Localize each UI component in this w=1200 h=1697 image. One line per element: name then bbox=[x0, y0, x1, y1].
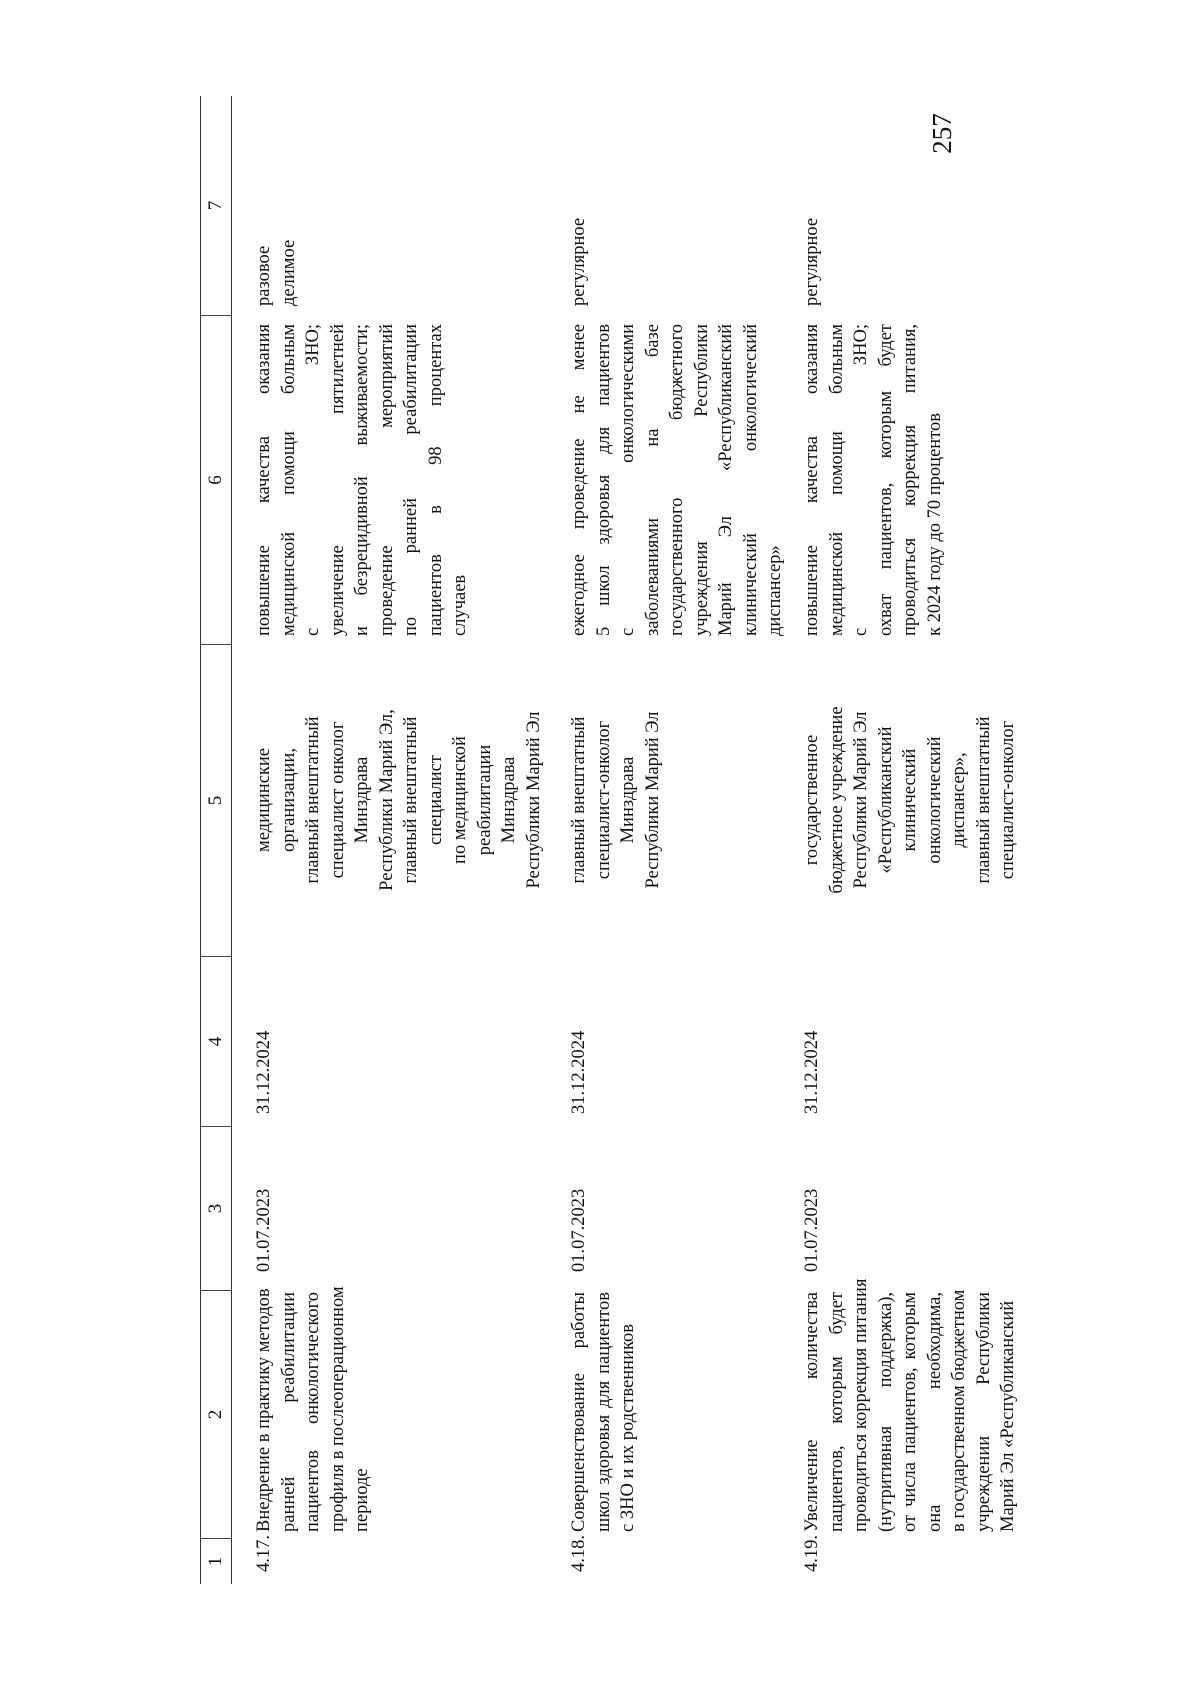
result-line: медицинской помощи больным bbox=[826, 324, 847, 636]
end-date-line: 31.12.2024 bbox=[254, 1030, 274, 1114]
responsible-line: Минздрава bbox=[352, 756, 372, 844]
result-line: по ранней реабилитации bbox=[401, 324, 421, 636]
result-line: повышение качества оказания bbox=[254, 324, 274, 636]
responsible-line: Минздрава bbox=[499, 756, 519, 844]
result-line: медицинской помощи больным bbox=[278, 324, 299, 636]
periodicity bbox=[567, 106, 592, 306]
row-number bbox=[800, 1532, 825, 1572]
responsible-line: специалист-онколог bbox=[593, 720, 614, 880]
responsible-line: «Республиканский bbox=[875, 726, 896, 874]
end-date bbox=[252, 964, 277, 1114]
header-cell: 2 bbox=[201, 1290, 231, 1538]
start-date bbox=[252, 1132, 277, 1272]
activity-name bbox=[567, 1292, 641, 1532]
activity-name-line: Увеличение количества bbox=[802, 1292, 822, 1532]
end-date bbox=[800, 964, 825, 1114]
result bbox=[800, 324, 947, 636]
row-number-line: 4.17. bbox=[254, 1535, 274, 1572]
result bbox=[252, 324, 473, 636]
result-line: ежегодное проведение не менее bbox=[569, 324, 589, 636]
start-date bbox=[567, 1132, 592, 1272]
result-line: с ЗНО; bbox=[851, 324, 871, 636]
result-line: учреждения Республики bbox=[691, 324, 712, 636]
result bbox=[567, 324, 788, 636]
responsible-line: Республики Марий Эл bbox=[642, 711, 663, 889]
responsible-line: Минздрава bbox=[618, 756, 638, 844]
responsible-line: онкологический bbox=[924, 736, 945, 864]
activity-name-line: Совершенствование работы bbox=[569, 1292, 589, 1532]
responsible-line: бюджетное учреждение bbox=[826, 706, 847, 894]
periodicity bbox=[800, 106, 825, 306]
activity-name-line: она необходима, bbox=[924, 1292, 945, 1532]
responsible-line: медицинские bbox=[254, 748, 274, 852]
activity-name-line: профиля в послеоперационном bbox=[327, 1286, 348, 1532]
responsible-line: главный внештатный bbox=[973, 716, 994, 884]
result-line: пациентов в 98 процентах bbox=[425, 324, 446, 636]
responsible-line: Республики Марий Эл bbox=[851, 711, 871, 889]
activity-name-line: с ЗНО и их родственников bbox=[618, 1324, 638, 1532]
periodicity-line: разовое bbox=[254, 245, 274, 306]
end-date-line: 31.12.2024 bbox=[802, 1030, 822, 1114]
activity-name-line: школ здоровья для пациентов bbox=[593, 1292, 614, 1532]
header-cell: 6 bbox=[201, 315, 231, 644]
result-line: проведение мероприятий bbox=[376, 324, 397, 636]
header-cell: 5 bbox=[201, 644, 231, 956]
start-date bbox=[800, 1132, 825, 1272]
table bbox=[200, 96, 1018, 1584]
responsible bbox=[800, 652, 1021, 948]
result-line: с ЗНО; bbox=[303, 324, 323, 636]
activity-name-line: (нутритивная поддержка), bbox=[875, 1292, 896, 1532]
result-line: клинический онкологический bbox=[740, 324, 761, 636]
result-line: увеличение пятилетней bbox=[327, 324, 348, 636]
result-line: повышение качества оказания bbox=[802, 324, 822, 636]
responsible-line: специалист онколог bbox=[327, 721, 348, 879]
end-date bbox=[567, 964, 592, 1114]
activity-name-line: проводиться коррекция питания bbox=[851, 1278, 871, 1532]
row-number bbox=[252, 1532, 277, 1572]
periodicity-line: делимое bbox=[278, 239, 299, 306]
responsible-line: главный внештатный bbox=[401, 716, 421, 884]
start-date-line: 01.07.2023 bbox=[254, 1188, 274, 1272]
result-line: диспансер» bbox=[765, 545, 785, 636]
activity-name-line: пациентов онкологического bbox=[303, 1292, 323, 1532]
result-line: охват пациентов, которым будет bbox=[875, 324, 896, 636]
activity-name-line: ранней реабилитации bbox=[278, 1292, 299, 1532]
activity-name bbox=[252, 1286, 375, 1532]
result-line: к 2024 году до 70 процентов bbox=[924, 412, 945, 636]
responsible-line: государственное bbox=[802, 734, 822, 866]
activity-name-line: в государственном бюджетном bbox=[949, 1289, 969, 1532]
header-cell: 4 bbox=[201, 956, 231, 1126]
result-line: заболеваниями на базе bbox=[642, 324, 663, 636]
responsible-line: специалист-онколог bbox=[998, 720, 1018, 880]
page-number: 257 bbox=[926, 113, 957, 154]
periodicity-line: регулярное bbox=[569, 217, 589, 306]
result-line: проводиться коррекция питания, bbox=[900, 324, 920, 636]
activity-name-line: учреждении Республики bbox=[973, 1292, 994, 1532]
end-date-line: 31.12.2024 bbox=[569, 1030, 589, 1114]
activity-name-line: от числа пациентов, которым bbox=[900, 1292, 920, 1532]
start-date-line: 01.07.2023 bbox=[802, 1188, 822, 1272]
table-header bbox=[200, 96, 232, 1584]
periodicity-line: регулярное bbox=[802, 217, 822, 306]
responsible-line: главный внештатный bbox=[569, 716, 589, 884]
start-date-line: 01.07.2023 bbox=[569, 1188, 589, 1272]
result-line: Марий Эл «Республиканский bbox=[716, 324, 736, 636]
row-number bbox=[567, 1532, 592, 1572]
responsible-line: клинический bbox=[900, 748, 920, 852]
result-line: с онкологическими bbox=[618, 324, 638, 636]
activity-name-line: периоде bbox=[352, 1468, 372, 1532]
responsible-line: реабилитации bbox=[474, 744, 495, 856]
responsible-line: специалист bbox=[425, 755, 446, 845]
responsible-line: Республики Марий Эл, bbox=[376, 709, 397, 891]
responsible bbox=[252, 652, 546, 948]
responsible-line: Республики Марий Эл bbox=[523, 711, 544, 889]
header-cell: 3 bbox=[201, 1126, 231, 1290]
result-line: государственного бюджетного bbox=[667, 324, 687, 636]
header-cell: 1 bbox=[201, 1538, 231, 1584]
responsible bbox=[567, 652, 665, 948]
responsible-line: организации, bbox=[278, 748, 299, 852]
header-cell: 7 bbox=[205, 200, 226, 211]
responsible-line: главный внештатный bbox=[303, 716, 323, 884]
activity-name-line: Марий Эл «Республиканский bbox=[998, 1300, 1018, 1532]
row-number-line: 4.19. bbox=[802, 1535, 822, 1572]
result-line: 5 школ здоровья для пациентов bbox=[593, 324, 614, 636]
periodicity bbox=[252, 106, 301, 306]
result-line: случаев bbox=[450, 574, 470, 636]
activity-name-line: Внедрение в практику методов bbox=[254, 1288, 274, 1532]
result-line: и безрецидивной выживаемости; bbox=[352, 324, 372, 636]
responsible-line: диспансер», bbox=[949, 752, 969, 848]
responsible-line: по медицинской bbox=[450, 736, 470, 864]
activity-name-line: пациентов, которым будет bbox=[826, 1292, 847, 1532]
row-number-line: 4.18. bbox=[569, 1535, 589, 1572]
activity-name bbox=[800, 1278, 1021, 1532]
